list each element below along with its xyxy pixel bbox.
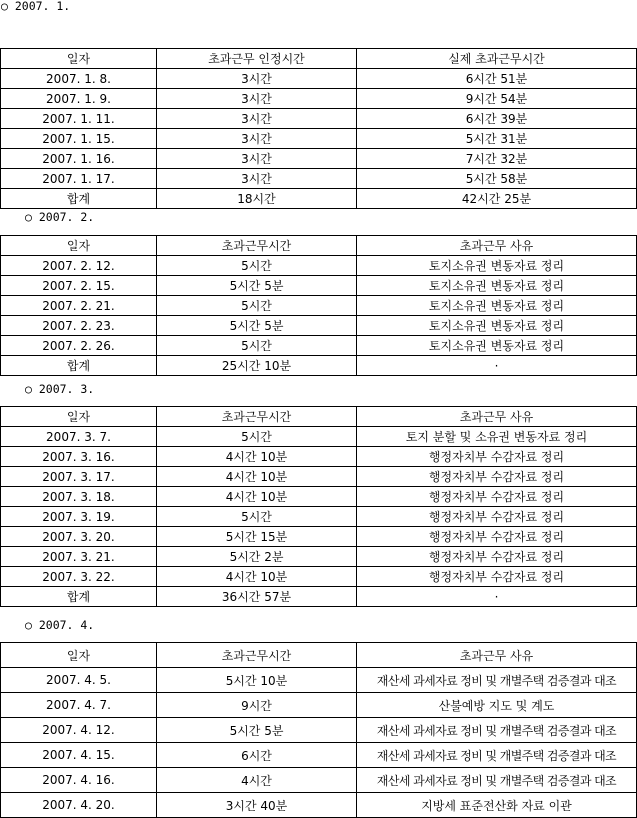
table-row xyxy=(1,668,637,693)
section-heading-2007-2: ○ 2007. 2. xyxy=(25,210,95,224)
cell-actual-hours: 5시간 31분 xyxy=(357,129,637,149)
table-header-row xyxy=(1,49,637,69)
column-header-approved-hours: 초과근무 인정시간 xyxy=(157,49,357,69)
table-row xyxy=(1,547,637,567)
cell-date: 2007. 1. 11. xyxy=(1,109,157,129)
cell-reason: 재산세 과세자료 정비 및 개별주택 검증결과 대조 xyxy=(357,768,637,793)
cell-reason: 토지 분할 및 소유권 변동자료 정리 xyxy=(357,427,637,447)
table-row xyxy=(1,693,637,718)
cell-overtime-hours: 4시간 10분 xyxy=(157,467,357,487)
column-header-date: 일자 xyxy=(1,236,157,256)
table-row xyxy=(1,336,637,356)
cell-date: 2007. 1. 8. xyxy=(1,69,157,89)
cell-total-reason: · xyxy=(357,356,637,376)
table-row xyxy=(1,149,637,169)
cell-reason: 재산세 과세자료 정비 및 개별주택 검증결과 대조 xyxy=(357,718,637,743)
cell-reason: 행정자치부 수감자료 정리 xyxy=(357,547,637,567)
cell-reason: 재산세 과세자료 정비 및 개별주택 검증결과 대조 xyxy=(357,743,637,768)
cell-actual-hours: 6시간 39분 xyxy=(357,109,637,129)
cell-date: 2007. 3. 21. xyxy=(1,547,157,567)
table-row xyxy=(1,296,637,316)
table-row xyxy=(1,316,637,336)
cell-date: 2007. 1. 17. xyxy=(1,169,157,189)
cell-date: 2007. 3. 7. xyxy=(1,427,157,447)
cell-reason: 토지소유권 변동자료 정리 xyxy=(357,316,637,336)
cell-date: 2007. 3. 17. xyxy=(1,467,157,487)
cell-reason: 재산세 과세자료 정비 및 개별주택 검증결과 대조 xyxy=(357,668,637,693)
cell-date: 2007. 1. 16. xyxy=(1,149,157,169)
cell-date: 2007. 4. 5. xyxy=(1,668,157,693)
table-header-row xyxy=(1,236,637,256)
table-total-row xyxy=(1,189,637,209)
cell-date: 2007. 4. 12. xyxy=(1,718,157,743)
column-header-overtime-hours: 초과근무시간 xyxy=(157,407,357,427)
cell-date: 2007. 3. 16. xyxy=(1,447,157,467)
section-heading-2007-1: ○ 2007. 1. xyxy=(1,0,71,13)
column-header-date: 일자 xyxy=(1,407,157,427)
cell-approved-hours: 3시간 xyxy=(157,109,357,129)
cell-date: 2007. 2. 12. xyxy=(1,256,157,276)
cell-overtime-hours: 5시간 xyxy=(157,507,357,527)
cell-date: 2007. 1. 9. xyxy=(1,89,157,109)
cell-reason: 행정자치부 수감자료 정리 xyxy=(357,447,637,467)
cell-date: 2007. 3. 18. xyxy=(1,487,157,507)
column-header-date: 일자 xyxy=(1,49,157,69)
cell-reason: 행정자치부 수감자료 정리 xyxy=(357,467,637,487)
cell-overtime-hours: 5시간 2분 xyxy=(157,547,357,567)
overtime-table-2007-2 xyxy=(0,235,637,376)
cell-actual-hours: 9시간 54분 xyxy=(357,89,637,109)
table-header-row xyxy=(1,407,637,427)
cell-date: 2007. 4. 7. xyxy=(1,693,157,718)
overtime-table-2007-4 xyxy=(0,642,637,818)
cell-total-actual-hours: 42시간 25분 xyxy=(357,189,637,209)
table-row xyxy=(1,427,637,447)
section-heading-2007-3: ○ 2007. 3. xyxy=(25,382,95,396)
table-row xyxy=(1,743,637,768)
cell-overtime-hours: 5시간 5분 xyxy=(157,276,357,296)
column-header-reason: 초과근무 사유 xyxy=(357,236,637,256)
cell-overtime-hours: 9시간 xyxy=(157,693,357,718)
cell-overtime-hours: 5시간 10분 xyxy=(157,668,357,693)
table-row xyxy=(1,507,637,527)
cell-overtime-hours: 3시간 40분 xyxy=(157,793,357,818)
cell-overtime-hours: 6시간 xyxy=(157,743,357,768)
table-row xyxy=(1,256,637,276)
cell-date: 2007. 4. 15. xyxy=(1,743,157,768)
table-row xyxy=(1,487,637,507)
table-header-row xyxy=(1,643,637,668)
column-header-reason: 초과근무 사유 xyxy=(357,643,637,668)
cell-date: 2007. 3. 22. xyxy=(1,567,157,587)
cell-date: 2007. 2. 23. xyxy=(1,316,157,336)
cell-date: 2007. 2. 21. xyxy=(1,296,157,316)
cell-overtime-hours: 5시간 5분 xyxy=(157,316,357,336)
cell-total-label: 합계 xyxy=(1,587,157,607)
cell-overtime-hours: 5시간 xyxy=(157,256,357,276)
cell-actual-hours: 5시간 58분 xyxy=(357,169,637,189)
cell-total-overtime-hours: 25시간 10분 xyxy=(157,356,357,376)
table-row xyxy=(1,718,637,743)
cell-approved-hours: 3시간 xyxy=(157,149,357,169)
cell-overtime-hours: 5시간 xyxy=(157,336,357,356)
table-row xyxy=(1,129,637,149)
cell-reason: 행정자치부 수감자료 정리 xyxy=(357,527,637,547)
cell-overtime-hours: 5시간 xyxy=(157,427,357,447)
overtime-table-2007-1 xyxy=(0,48,637,209)
cell-total-overtime-hours: 36시간 57분 xyxy=(157,587,357,607)
cell-date: 2007. 3. 20. xyxy=(1,527,157,547)
cell-approved-hours: 3시간 xyxy=(157,129,357,149)
cell-overtime-hours: 4시간 xyxy=(157,768,357,793)
column-header-overtime-hours: 초과근무시간 xyxy=(157,643,357,668)
cell-overtime-hours: 4시간 10분 xyxy=(157,567,357,587)
cell-date: 2007. 3. 19. xyxy=(1,507,157,527)
cell-overtime-hours: 4시간 10분 xyxy=(157,447,357,467)
cell-total-approved-hours: 18시간 xyxy=(157,189,357,209)
table-row xyxy=(1,567,637,587)
table-row xyxy=(1,109,637,129)
cell-approved-hours: 3시간 xyxy=(157,169,357,189)
section-heading-2007-4: ○ 2007. 4. xyxy=(25,618,95,632)
cell-overtime-hours: 5시간 xyxy=(157,296,357,316)
cell-reason: 지방세 표준전산화 자료 이관 xyxy=(357,793,637,818)
cell-approved-hours: 3시간 xyxy=(157,69,357,89)
column-header-date: 일자 xyxy=(1,643,157,668)
table-row xyxy=(1,467,637,487)
cell-approved-hours: 3시간 xyxy=(157,89,357,109)
table-row xyxy=(1,169,637,189)
cell-overtime-hours: 5시간 5분 xyxy=(157,718,357,743)
cell-reason: 토지소유권 변동자료 정리 xyxy=(357,296,637,316)
cell-reason: 행정자치부 수감자료 정리 xyxy=(357,507,637,527)
cell-date: 2007. 4. 20. xyxy=(1,793,157,818)
cell-total-label: 합계 xyxy=(1,356,157,376)
table-row xyxy=(1,276,637,296)
table-row xyxy=(1,69,637,89)
cell-reason: 토지소유권 변동자료 정리 xyxy=(357,276,637,296)
cell-overtime-hours: 4시간 10분 xyxy=(157,487,357,507)
table-total-row xyxy=(1,587,637,607)
cell-date: 2007. 1. 15. xyxy=(1,129,157,149)
table-row xyxy=(1,768,637,793)
cell-reason: 행정자치부 수감자료 정리 xyxy=(357,567,637,587)
cell-actual-hours: 7시간 32분 xyxy=(357,149,637,169)
cell-overtime-hours: 5시간 15분 xyxy=(157,527,357,547)
column-header-overtime-hours: 초과근무시간 xyxy=(157,236,357,256)
cell-reason: 행정자치부 수감자료 정리 xyxy=(357,487,637,507)
cell-date: 2007. 2. 15. xyxy=(1,276,157,296)
table-row xyxy=(1,447,637,467)
table-row xyxy=(1,89,637,109)
cell-date: 2007. 4. 16. xyxy=(1,768,157,793)
cell-total-label: 합계 xyxy=(1,189,157,209)
table-row xyxy=(1,527,637,547)
column-header-reason: 초과근무 사유 xyxy=(357,407,637,427)
cell-date: 2007. 2. 26. xyxy=(1,336,157,356)
cell-total-reason: · xyxy=(357,587,637,607)
table-total-row xyxy=(1,356,637,376)
overtime-table-2007-3 xyxy=(0,406,637,607)
cell-reason: 토지소유권 변동자료 정리 xyxy=(357,256,637,276)
cell-actual-hours: 6시간 51분 xyxy=(357,69,637,89)
cell-reason: 산불예방 지도 및 계도 xyxy=(357,693,637,718)
cell-reason: 토지소유권 변동자료 정리 xyxy=(357,336,637,356)
column-header-actual-hours: 실제 초과근무시간 xyxy=(357,49,637,69)
